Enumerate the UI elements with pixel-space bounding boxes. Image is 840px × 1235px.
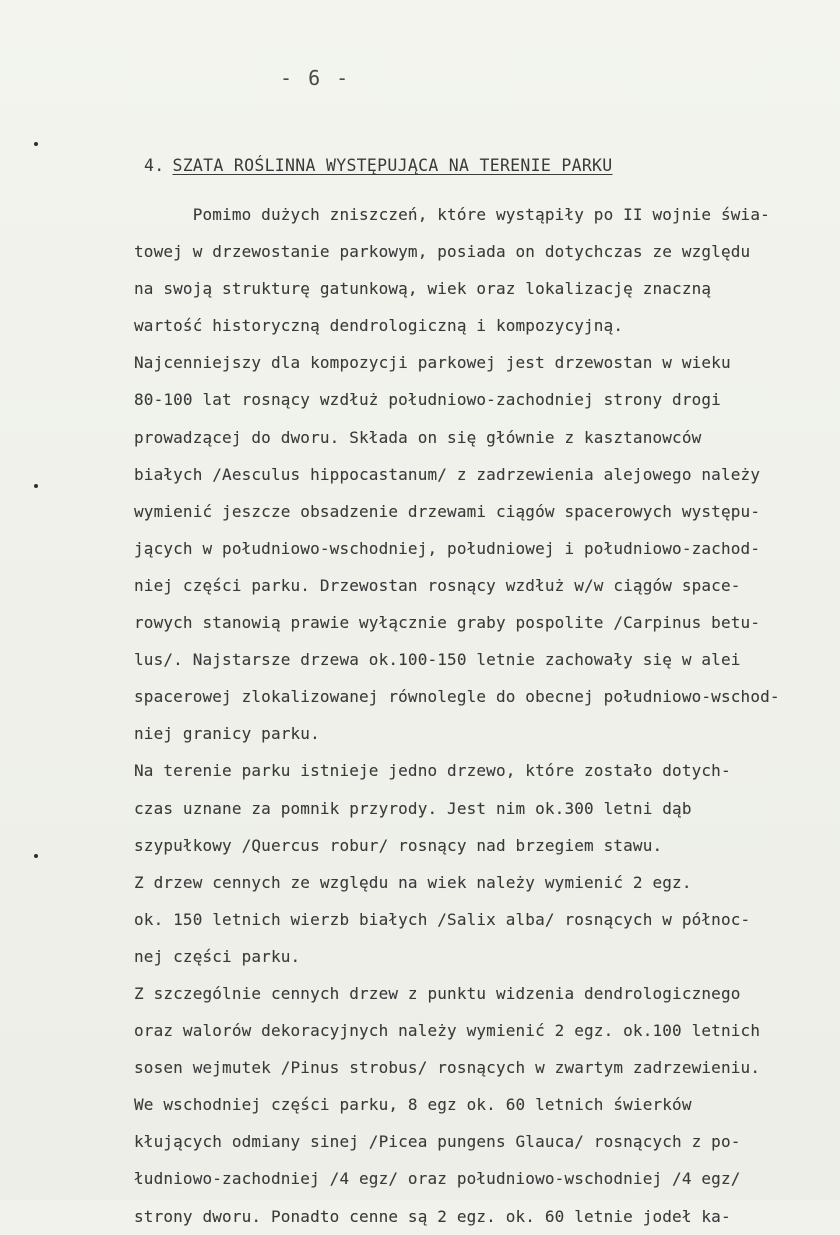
text-line: strony dworu. Ponadto cenne są 2 egz. ok. 60 letnie jodeł ka- <box>134 1206 731 1226</box>
text-line: lus/. Najstarsze drzewa ok.100-150 letnie zachowały się w alei <box>134 650 741 670</box>
text-line: niej granicy parku. <box>134 724 320 744</box>
text-line: niej części parku. Drzewostan rosnący wzdłuż w/w ciągów space- <box>134 575 741 595</box>
section-heading <box>144 156 613 175</box>
text-line: Z drzew cennych ze względu na wiek należy wymienić 2 egz. <box>134 872 692 892</box>
text-line: Pomimo dużych zniszczeń, które wystąpiły po II wojnie świa- <box>134 205 770 224</box>
text-line: We wschodniej części parku, 8 egz ok. 60 letnich świerków <box>134 1095 692 1115</box>
punch-hole-mark <box>34 142 38 146</box>
text-line: białych /Aesculus hippocastanum/ z zadrzewienia alejowego należy <box>134 464 761 484</box>
body-text <box>134 196 834 1235</box>
text-line: na swoją strukturę gatunkową, wiek oraz lokalizację znaczną <box>134 279 712 299</box>
text-line: Z szczególnie cennych drzew z punktu widzenia dendrologicznego <box>134 983 741 1003</box>
text-line: ok. 150 letnich wierzb białych /Salix alba/ rosnących w północ- <box>134 909 751 929</box>
text-line: Na terenie parku istnieje jedno drzewo, które zostało dotych- <box>134 761 731 781</box>
text-line: Najcenniejszy dla kompozycji parkowej jest drzewostan w wieku <box>134 353 731 373</box>
text-line: łudniowo-zachodniej /4 egz/ oraz południowo-wschodniej /4 egz/ <box>134 1169 741 1189</box>
text-line: spacerowej zlokalizowanej równolegle do obecnej południowo-wschod- <box>134 687 780 707</box>
text-line: oraz walorów dekoracyjnych należy wymienić 2 egz. ok.100 letnich <box>134 1021 761 1041</box>
text-line: towej w drzewostanie parkowym, posiada on dotychczas ze względu <box>134 242 751 262</box>
section-title: SZATA ROŚLINNA WYSTĘPUJĄCA NA TERENIE PARKU <box>172 156 613 175</box>
text-line: prowadzącej do dworu. Składa on się głównie z kasztanowców <box>134 427 702 447</box>
section-number: 4. <box>144 156 165 175</box>
punch-hole-mark <box>34 484 38 488</box>
text-line: 80-100 lat rosnący wzdłuż południowo-zachodniej strony drogi <box>134 390 721 410</box>
text-line: wartość historyczną dendrologiczną i kompozycyjną. <box>134 316 624 336</box>
text-line: czas uznane za pomnik przyrody. Jest nim ok.300 letni dąb <box>134 798 692 818</box>
punch-hole-mark <box>34 854 38 858</box>
text-line: szypułkowy /Quercus robur/ rosnący nad brzegiem stawu. <box>134 835 663 855</box>
text-line: kłujących odmiany sinej /Picea pungens Glauca/ rosnących z po- <box>134 1132 741 1152</box>
text-line: nej części parku. <box>134 946 301 966</box>
text-line: rowych stanowią prawie wyłącznie graby pospolite /Carpinus betu- <box>134 613 761 633</box>
text-line: wymienić jeszcze obsadzenie drzewami ciągów spacerowych występu- <box>134 501 761 521</box>
page-number: - 6 - <box>280 66 351 90</box>
text-line: jących w południowo-wschodniej, południowej i południowo-zachod- <box>134 538 761 558</box>
text-line: sosen wejmutek /Pinus strobus/ rosnących w zwartym zadrzewieniu. <box>134 1058 761 1078</box>
